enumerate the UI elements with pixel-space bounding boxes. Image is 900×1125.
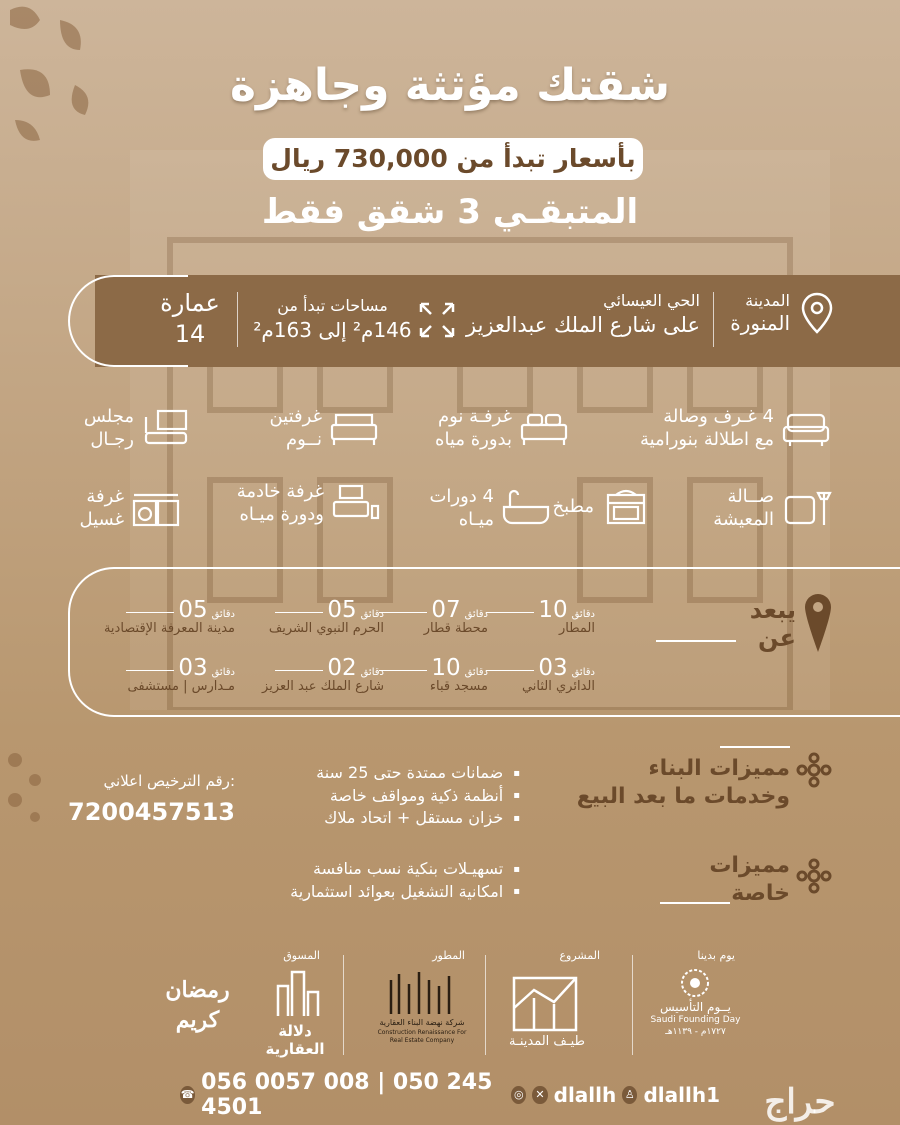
bullet-item: ▪ أنظمة ذكية ومواقف خاصة <box>260 785 520 808</box>
building-number: 14 <box>174 320 206 348</box>
district-label: الحي العيسائي <box>603 291 700 310</box>
distance-place: الدائري الثاني <box>521 679 595 694</box>
feature-line2: رجـال <box>90 429 134 450</box>
bullet-item: ▪ امكانية التشغيل بعوائد استثمارية <box>220 881 520 904</box>
project-name: طيـف المدينـة <box>509 1034 585 1049</box>
marketer-logo-icon <box>272 968 322 1018</box>
special-title-line1: مميزات <box>709 853 790 878</box>
marketer-caption: المسوق <box>283 949 320 962</box>
city-value: المنورة <box>730 311 790 335</box>
bed-icon <box>518 407 570 449</box>
developer-caption: المطور <box>432 949 465 962</box>
construction-title <box>560 755 790 811</box>
feature-line1: غرفـة نوم <box>437 406 512 427</box>
building-label: عمارة <box>160 289 220 317</box>
distance-minutes: 10 <box>431 655 461 681</box>
distance-unit: دقائق <box>571 667 595 678</box>
special-title <box>640 852 790 908</box>
distance-item <box>55 655 235 694</box>
founding-years: ١٧٢٧م - ١١٣٩هـ <box>665 1027 726 1037</box>
headline: شقتك مؤثثة وجاهزة <box>230 60 670 111</box>
price-badge: بأسعار تبدأ من 730,000 ريال <box>263 138 643 180</box>
flower-icon <box>796 858 832 894</box>
bullet-item: ▪ تسهيـلات بنكية نسب منافسة <box>220 858 520 881</box>
special-bullets <box>220 858 520 903</box>
founding-caption: يوم بدينا <box>697 949 735 962</box>
distance-place: مـدارس | مستشفى <box>127 679 235 694</box>
feature-item <box>553 485 652 527</box>
district-value: على شارع الملك عبدالعزيز <box>466 313 700 337</box>
x-icon[interactable]: ✕ <box>532 1086 547 1104</box>
distance-unit: دقائق <box>360 667 384 678</box>
bullet-item: ▪ خزان مستقل + اتحاد ملاك <box>260 807 520 830</box>
founding-english: Saudi Founding Day <box>650 1015 741 1025</box>
feature-line2: مع اطلالة بنورامية <box>639 429 774 450</box>
distance-place: مسجد قباء <box>429 679 488 694</box>
tv-sofa-icon <box>140 407 192 449</box>
contact-footer <box>180 1070 720 1120</box>
feature-item <box>79 485 182 531</box>
city-label: المدينة <box>745 291 790 310</box>
distance-unit: دقائق <box>211 609 235 620</box>
logo-divider <box>485 955 486 1055</box>
bullet-item: ▪ ضمانات ممتدة حتى 25 سنة <box>260 762 520 785</box>
snapchat-icon[interactable]: ♙ <box>622 1086 637 1104</box>
distance-place: الحرم النبوي الشريف <box>268 621 384 636</box>
feature-line2: نــوم <box>286 429 322 450</box>
nearby-title-line2: عن <box>758 624 796 652</box>
project-caption: المشروع <box>559 949 600 962</box>
feature-item <box>429 485 552 531</box>
distance-place: المطار <box>559 621 595 636</box>
armchair-lamp-icon <box>780 487 832 529</box>
feature-line1: مطبخ <box>552 495 594 517</box>
info-divider <box>237 292 238 347</box>
distance-unit: دقائق <box>571 609 595 620</box>
social-handle-2[interactable]: dlallh1 <box>643 1083 720 1107</box>
feature-line1: غرفتين <box>269 406 322 427</box>
feature-line1: صــالة <box>727 486 774 507</box>
feature-item <box>435 405 570 451</box>
feature-line2: المعيشة <box>713 509 774 530</box>
remaining-units: المتبقـي 3 شقق فقط <box>261 192 639 232</box>
distance-minutes: 07 <box>431 597 461 623</box>
location-pin-icon <box>800 292 834 334</box>
distance-minutes: 02 <box>327 655 357 681</box>
nearby-title <box>700 596 796 652</box>
developer-name-ar: شركة نهضة البناء العقارية <box>379 1018 465 1027</box>
developer-logo-icon <box>385 970 460 1015</box>
watermark: حراج <box>764 1082 836 1122</box>
license-number: 7200457513 <box>68 798 235 826</box>
feature-line1: 4 دورات <box>429 486 494 507</box>
expand-arrows-icon <box>417 300 457 340</box>
feature-item <box>237 480 382 526</box>
feature-item <box>640 405 832 451</box>
feature-line2: ميـاه <box>458 509 494 530</box>
feature-item <box>84 405 192 451</box>
feature-line1: غرفة خادمة <box>236 481 324 502</box>
feature-line2: غسيل <box>79 509 124 530</box>
decor-pattern-left <box>0 745 50 830</box>
construction-bullets <box>260 762 520 830</box>
distance-minutes: 10 <box>538 597 568 623</box>
distance-place: محطة قطار <box>423 621 488 636</box>
washer-icon <box>130 487 182 529</box>
license-label: رقم الترخيص اعلاني: <box>103 772 235 790</box>
nearby-title-line1: يبعد <box>749 596 796 624</box>
area-value: 146م² إلى 163م² <box>253 318 412 342</box>
feature-line2: بدورة مياه <box>435 429 512 450</box>
stove-icon <box>600 485 652 527</box>
developer-name-en: Construction Renaissance For Real Estate Company <box>377 1029 467 1044</box>
feature-item <box>269 405 380 451</box>
distance-unit: دقائق <box>464 609 488 620</box>
ramadan-greeting: رمضان كريم <box>165 977 230 1033</box>
feature-item <box>713 485 832 531</box>
bathtub-icon <box>500 487 552 529</box>
distance-minutes: 05 <box>327 597 357 623</box>
phone-numbers[interactable]: 056 0057 008 | 050 245 4501 <box>201 1070 493 1120</box>
special-title-line2: خاصة <box>731 881 790 906</box>
distance-place: شارع الملك عبد العزيز <box>262 679 384 694</box>
sofa-icon <box>780 407 832 449</box>
construction-title-line <box>720 746 790 748</box>
logo-divider <box>632 955 633 1055</box>
feature-line1: 4 غـرف وصالة <box>663 406 774 427</box>
flower-icon <box>796 752 832 788</box>
distance-unit: دقائق <box>360 609 384 620</box>
distance-item <box>55 597 235 636</box>
founding-name: يــوم التأسيس <box>659 1000 732 1014</box>
distance-minutes: 05 <box>178 597 208 623</box>
info-divider <box>713 292 714 347</box>
distance-minutes: 03 <box>178 655 208 681</box>
logo-divider <box>343 955 344 1055</box>
nearby-underline <box>656 640 736 642</box>
feature-line1: غرفة <box>86 486 124 507</box>
construction-title-line1: مميزات البناء <box>648 756 790 781</box>
bed-icon <box>330 482 382 524</box>
phone-icon: ☎ <box>180 1086 195 1104</box>
marketer-name: دلالة العقارية <box>265 1022 325 1058</box>
location-pin-icon <box>803 592 833 654</box>
instagram-icon[interactable]: ◎ <box>511 1086 526 1104</box>
project-logo-icon <box>510 968 580 1033</box>
distance-place: مدينة المعرفة الإقتصادية <box>103 621 235 636</box>
feature-line1: مجلس <box>83 406 134 427</box>
social-handle[interactable]: dlallh <box>553 1083 617 1107</box>
area-label: مساحات تبدأ من <box>277 296 388 315</box>
feature-line2: ودورة ميـاه <box>239 504 324 525</box>
bed-icon <box>328 407 380 449</box>
special-title-line <box>660 902 730 904</box>
distance-unit: دقائق <box>211 667 235 678</box>
distance-unit: دقائق <box>464 667 488 678</box>
construction-title-line2: وخدمات ما بعد البيع <box>576 784 790 809</box>
distance-minutes: 03 <box>538 655 568 681</box>
